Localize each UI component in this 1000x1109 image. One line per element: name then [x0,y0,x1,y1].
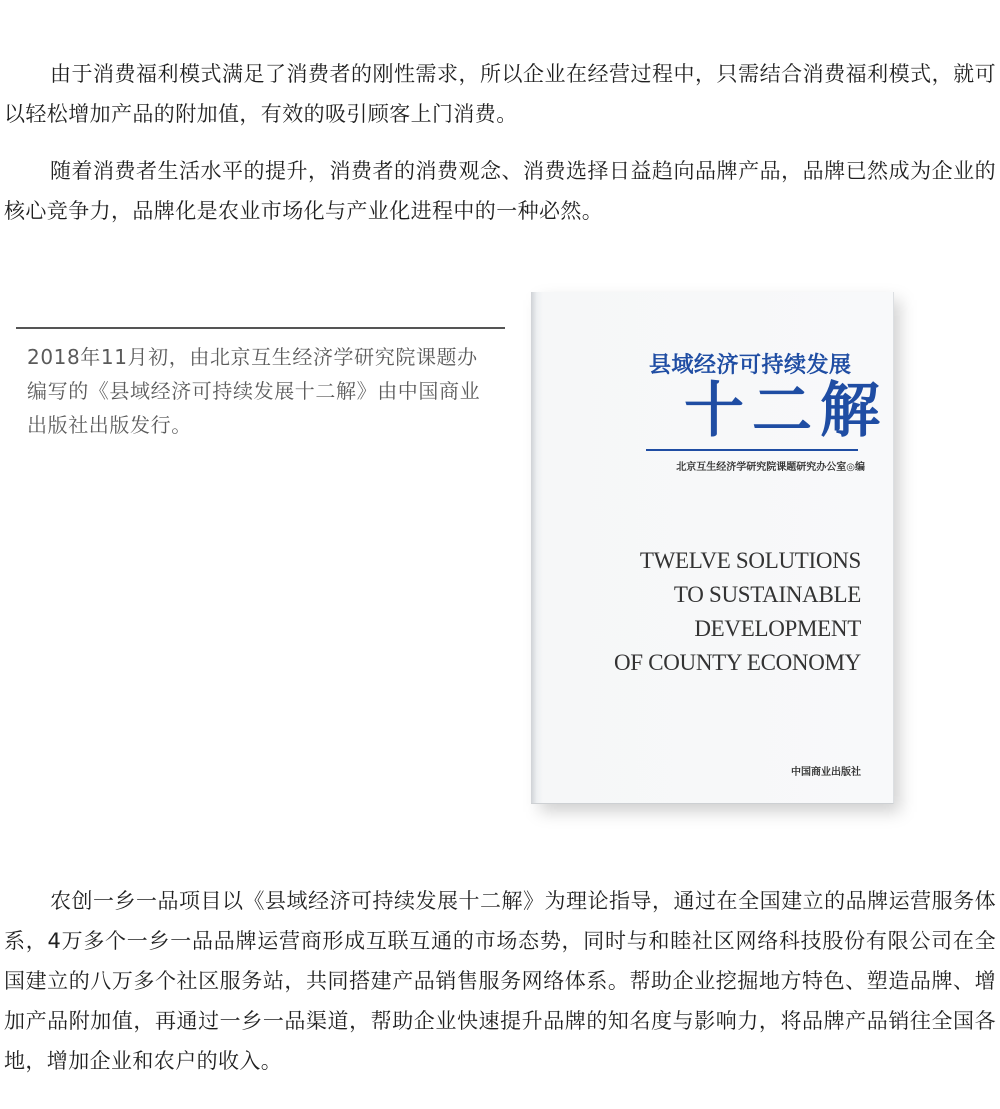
book-title-chinese: 县域经济可持续发展 [649,353,852,378]
paragraph-project-description: 农创一乡一品项目以《县域经济可持续发展十二解》为理论指导，通过在全国建立的品牌运营服务体系，4万多个一乡一品品牌运营商形成互联互通的市场态势，同时与和睦社区网络科技股份有限公司在全国建立的八万多个社区服务站，共同搭建产品销售服务网络体系。帮助企业挖掘地方特色、塑造品牌、增加产品附加值，再通过一乡一品渠道，帮助企业快速提升品牌的知名度与影响力，将品牌产品销往全国各地，增加企业和农户的收入。 [4,889,996,1073]
book-title-english-line: DEVELOPMENT [694,616,861,641]
book-title-large: 十二解 [684,376,888,446]
book-title-english-line: OF COUNTY ECONOMY [613,650,861,675]
paragraph-consumption-welfare: 由于消费福利模式满足了消费者的刚性需求，所以企业在经营过程中，只需结合消费福利模式，就可以轻松增加产品的附加值，有效的吸引顾客上门消费。 [4,62,996,126]
book-cover-image [531,292,894,804]
book-title-english [601,544,861,680]
book-editor: 北京互生经济学研究院课题研究办公室◎编 [676,462,865,473]
book-title-english-line: TWELVE SOLUTIONS [639,548,861,573]
book-title-rule [646,449,858,451]
paragraph-brand-competitiveness: 随着消费者生活水平的提升，消费者的消费观念、消费选择日益趋向品牌产品，品牌已然成为企业的核心竞争力，品牌化是农业市场化与产业化进程中的一种必然。 [4,159,996,223]
caption-divider [16,327,505,329]
book-caption: 2018年11月初，由北京互生经济学研究院课题办编写的《县域经济可持续发展十二解》由中国商业出版社出版发行。 [27,345,481,437]
book-publisher: 中国商业出版社 [791,767,861,778]
book-title-english-line: TO SUSTAINABLE [673,582,861,607]
